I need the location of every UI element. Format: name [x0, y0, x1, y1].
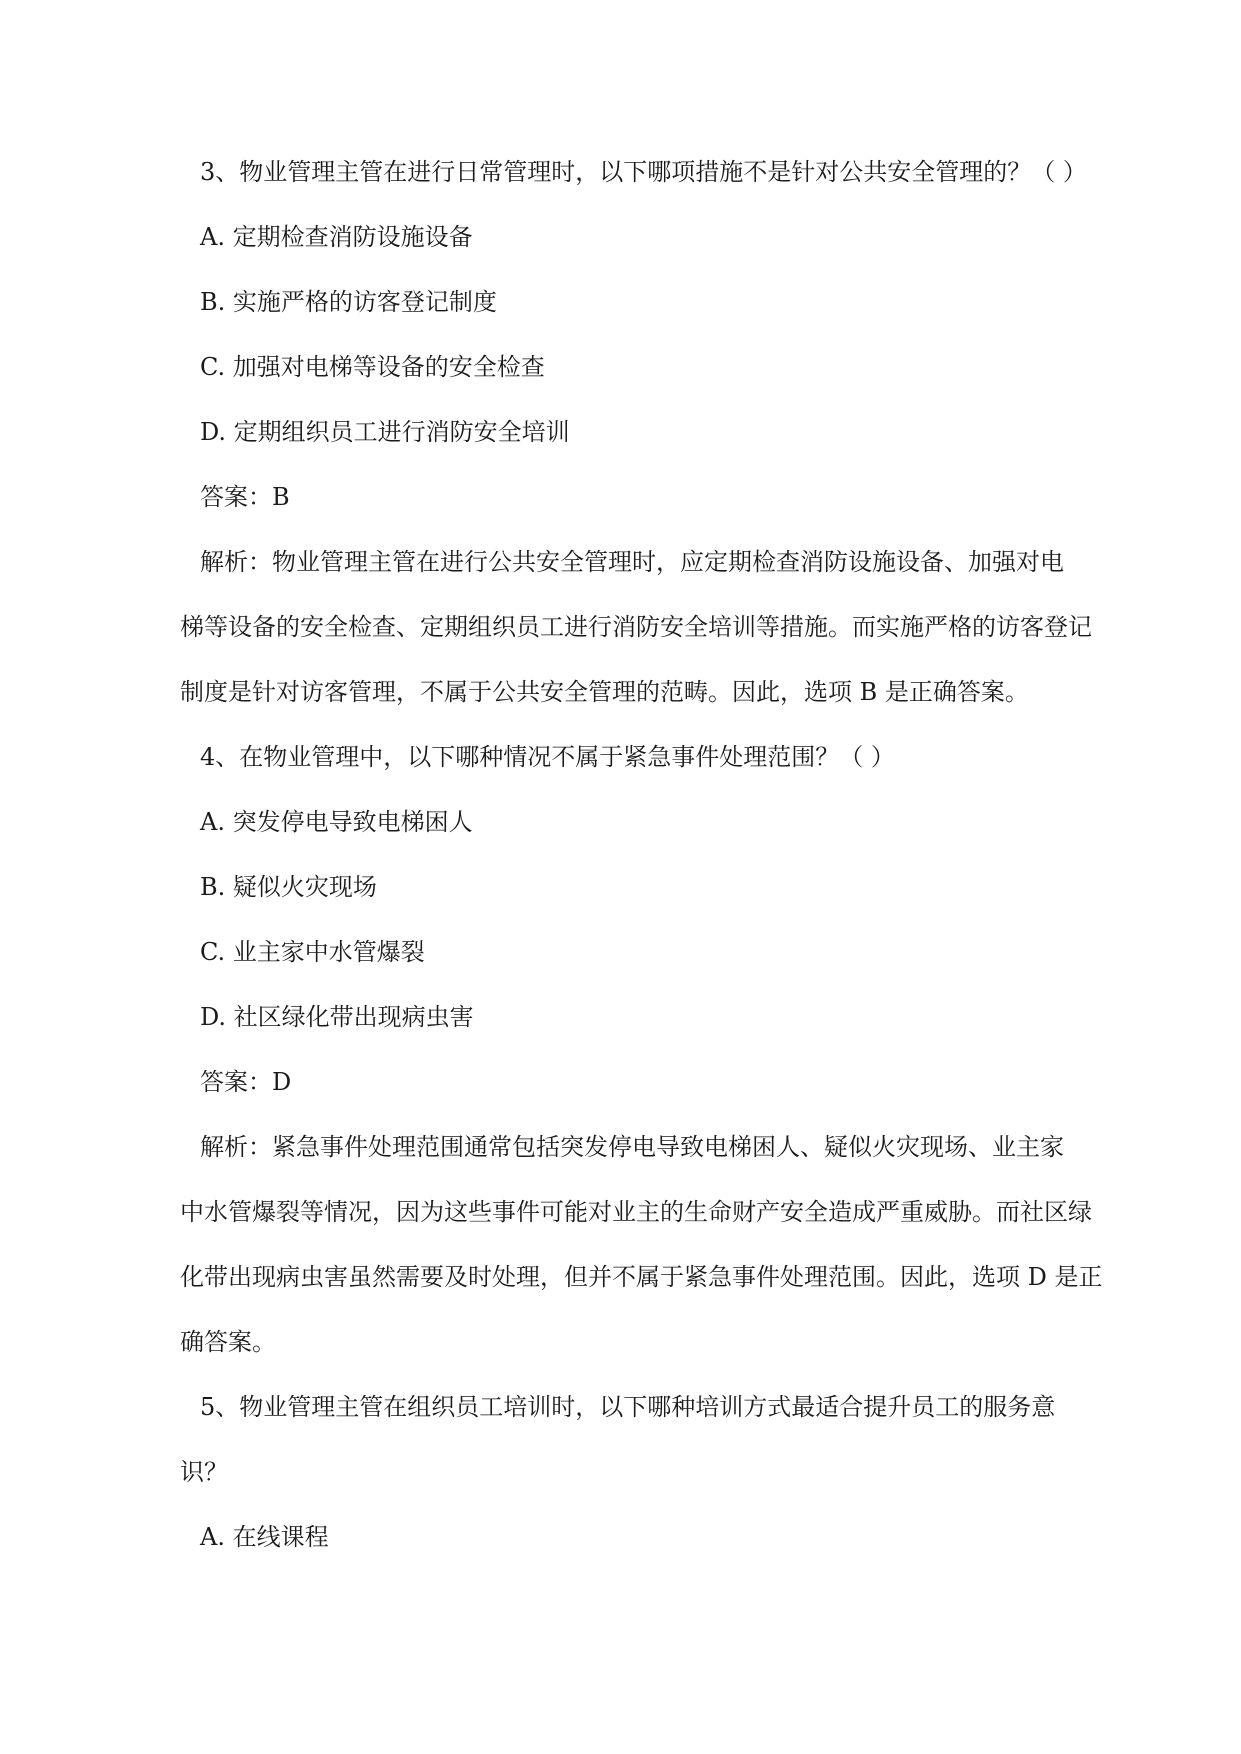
question-stem: 4、在物业管理中，以下哪种情况不属于紧急事件处理范围？（ ） [200, 743, 895, 771]
analysis-line: 制度是针对访客管理，不属于公共安全管理的范畴。因此，选项 B 是正确答案。 [180, 678, 1029, 706]
option-d: D. 定期组织员工进行消防安全培训 [200, 418, 570, 446]
option-c: C. 业主家中水管爆裂 [200, 938, 425, 966]
analysis-line: 解析：紧急事件处理范围通常包括突发停电导致电梯困人、疑似火灾现场、业主家 [200, 1133, 1064, 1161]
answer-line: 答案：B [200, 483, 290, 511]
option-a: A. 突发停电导致电梯困人 [200, 808, 473, 836]
question-stem-continuation: 识？ [180, 1458, 228, 1486]
question-stem: 3、物业管理主管在进行日常管理时，以下哪项措施不是针对公共安全管理的？（ ） [200, 158, 1087, 186]
analysis-line: 解析：物业管理主管在进行公共安全管理时，应定期检查消防设施设备、加强对电 [200, 548, 1064, 576]
exam-content [180, 140, 1103, 1570]
question-stem: 5、物业管理主管在组织员工培训时，以下哪种培训方式最适合提升员工的服务意 [200, 1393, 1056, 1421]
answer-line: 答案：D [200, 1068, 292, 1096]
analysis-line: 确答案。 [180, 1328, 276, 1356]
question-4 [180, 725, 1103, 1375]
option-a: A. 定期检查消防设施设备 [200, 223, 473, 251]
question-3 [180, 140, 1100, 725]
option-a: A. 在线课程 [200, 1523, 329, 1551]
analysis-line: 化带出现病虫害虽然需要及时处理，但并不属于紧急事件处理范围。因此，选项 D 是正 [180, 1263, 1103, 1291]
option-b: B. 疑似火灾现场 [200, 873, 377, 901]
question-5 [180, 1375, 1100, 1570]
option-d: D. 社区绿化带出现病虫害 [200, 1003, 474, 1031]
option-c: C. 加强对电梯等设备的安全检查 [200, 353, 545, 381]
analysis-line: 梯等设备的安全检查、定期组织员工进行消防安全培训等措施。而实施严格的访客登记 [180, 613, 1092, 641]
analysis-line: 中水管爆裂等情况，因为这些事件可能对业主的生命财产安全造成严重威胁。而社区绿 [180, 1198, 1092, 1226]
option-b: B. 实施严格的访客登记制度 [200, 288, 497, 316]
